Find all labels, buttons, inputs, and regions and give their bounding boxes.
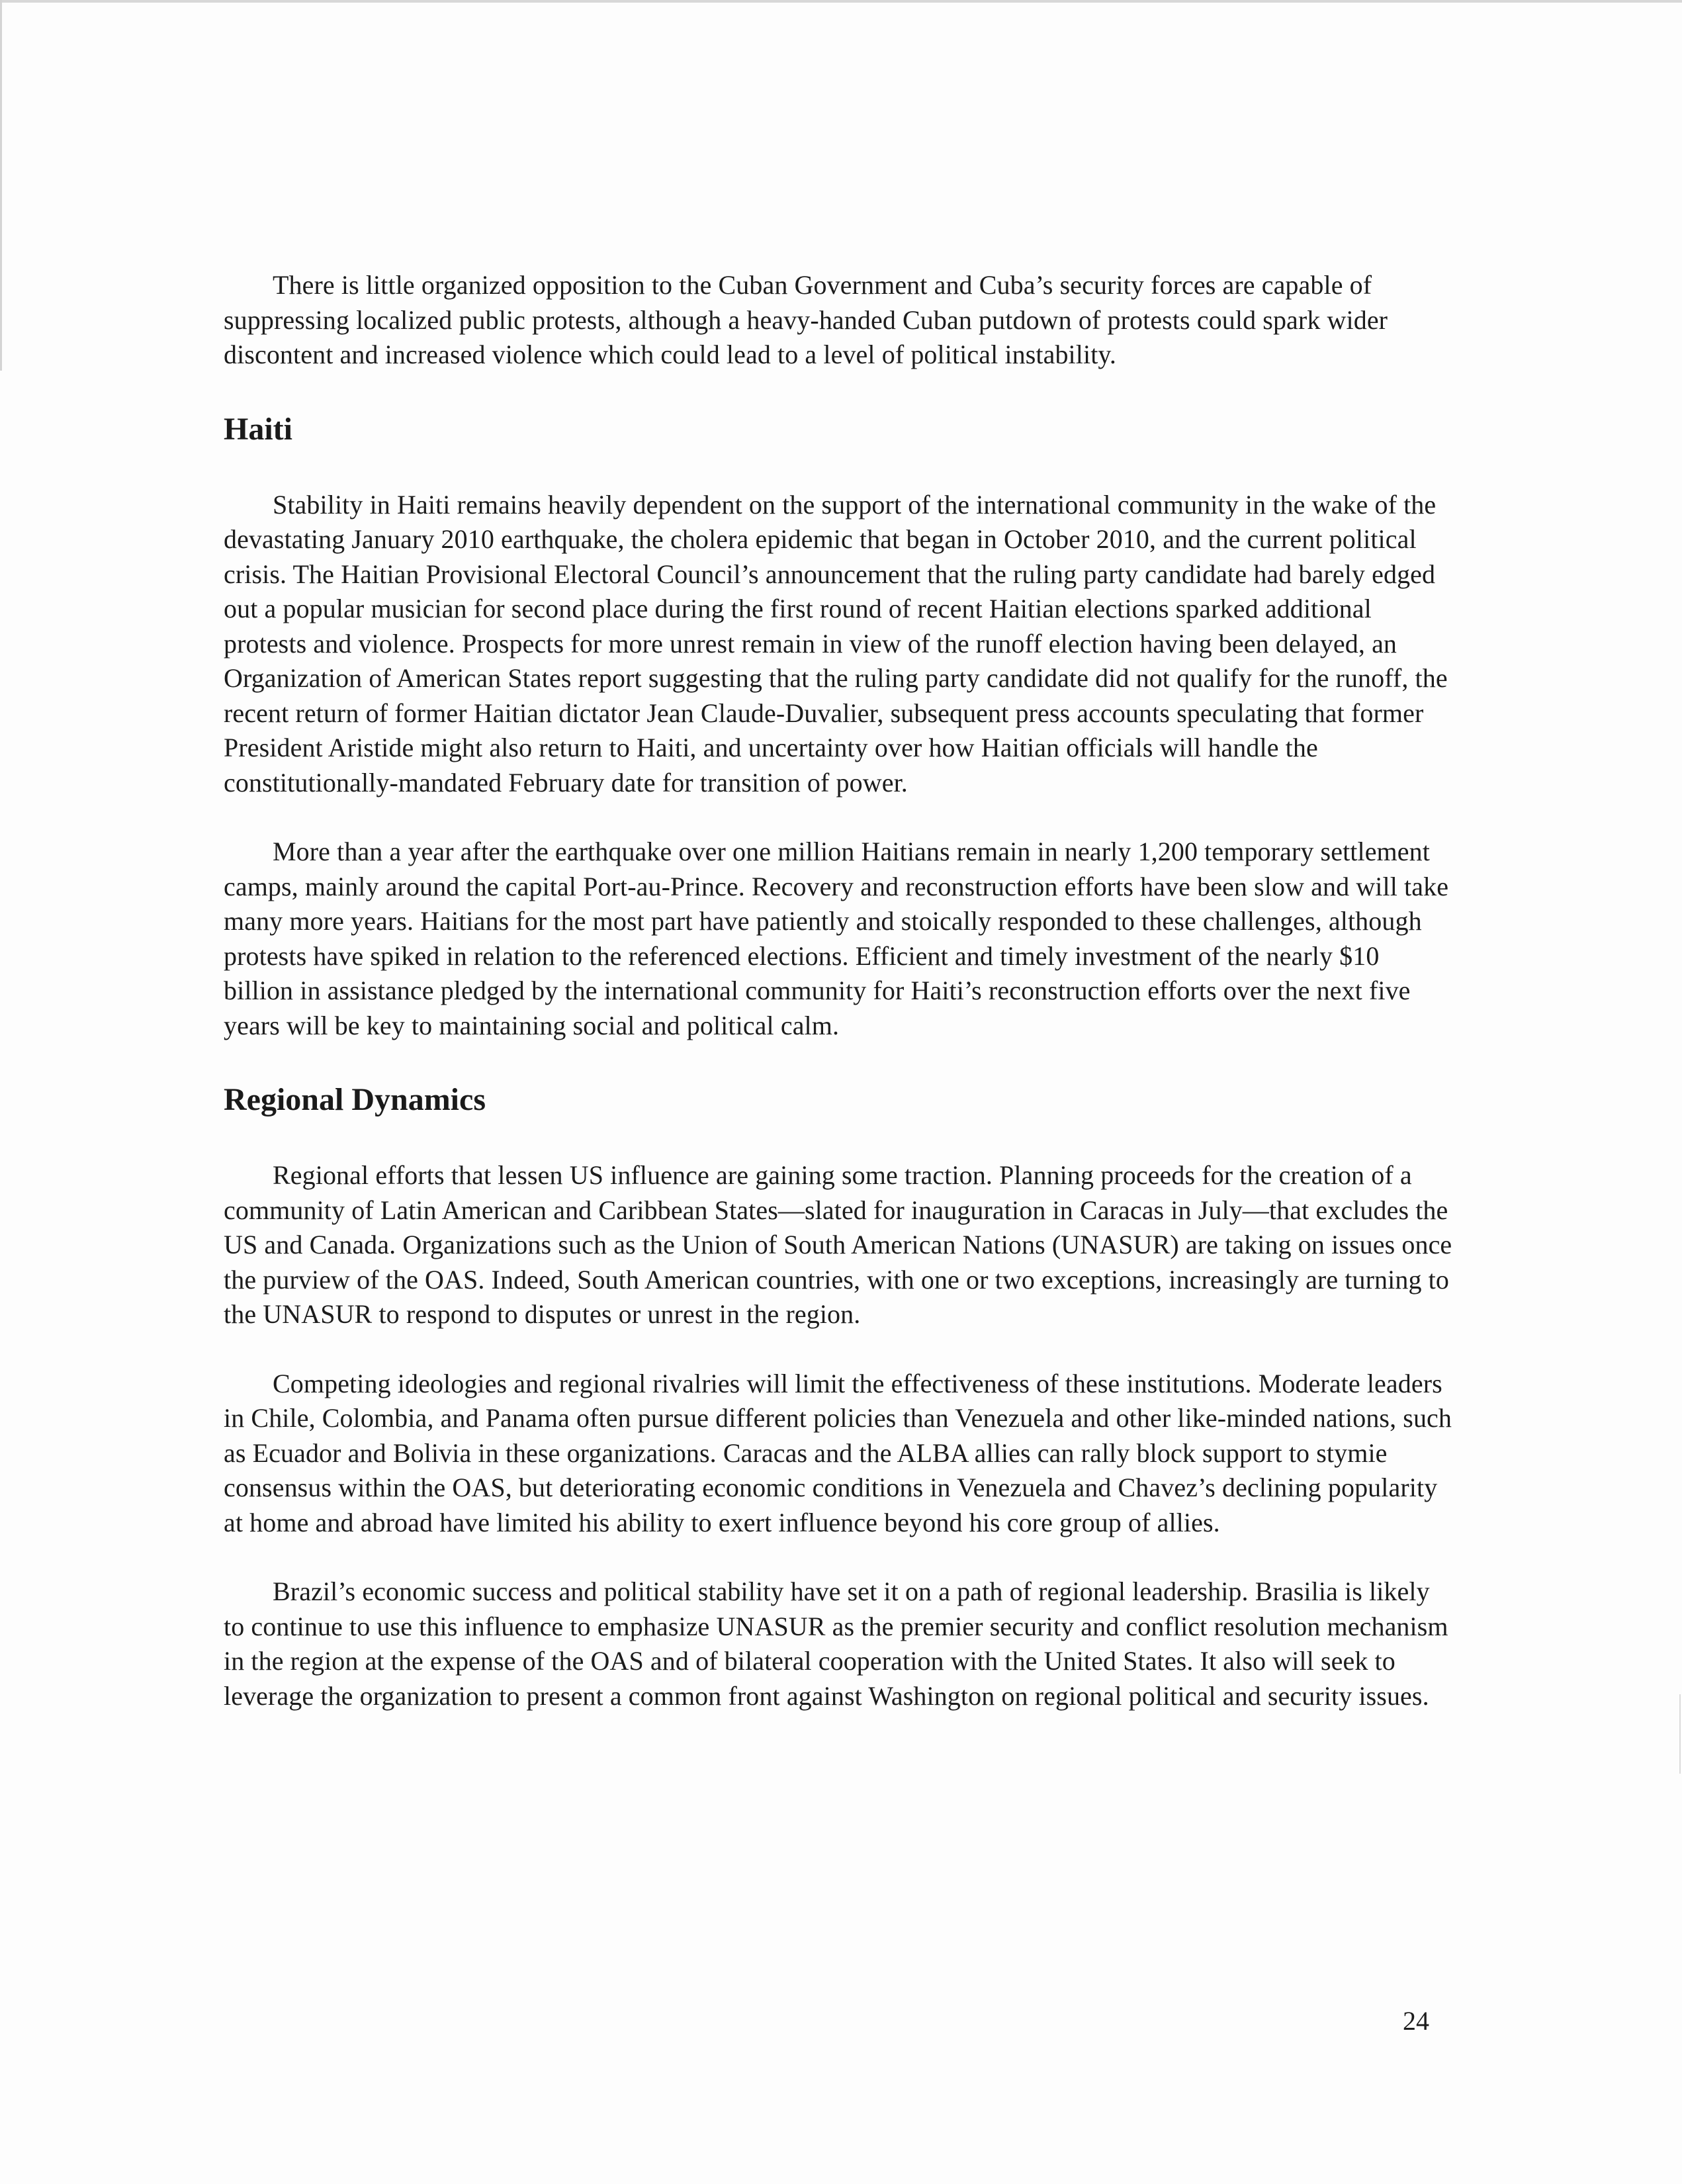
document-body [224, 268, 1454, 1713]
scan-edge-top [0, 0, 1682, 3]
scan-edge-right [1679, 1694, 1681, 1774]
paragraph-haiti-stability: Stability in Haiti remains heavily dependent on the support of the international community in the wake of the devastating January 2010 earthquake, the cholera epidemic that began in October 2010, and the current political crisis. The Haitian Provisional Electoral Council’s announcement that the ruling party candidate had barely edged out a popular musician for second place during the first round of recent Haitian elections sparked additional protests and violence. Prospects for more unrest remain in view of the runoff election having been delayed, an Organization of American States report suggesting that the ruling party candidate did not qualify for the runoff, the recent return of former Haitian dictator Jean Claude-Duvalier, subsequent press accounts speculating that former President Aristide might also return to Haiti, and uncertainty over how Haitian officials will handle the constitutionally-mandated February date for transition of power. [224, 489, 1448, 797]
paragraph-competing-ideologies: Competing ideologies and regional rivalries will limit the effectiveness of these institutions. Moderate leaders in Chile, Colombia, and Panama often pursue different policies than Venezuela and other like-minded nations, such as Ecuador and Bolivia in these organizations. Caracas and the ALBA allies can rally block support to stymie consensus within the OAS, but deteriorating economic conditions in Venezuela and Chavez’s declining popularity at home and abroad have limited his ability to exert influence beyond his core group of allies. [224, 1368, 1452, 1537]
heading-haiti: Haiti [224, 411, 292, 447]
heading-regional-dynamics: Regional Dynamics [224, 1082, 486, 1117]
page-number: 24 [1403, 2006, 1429, 2036]
paragraph-brazil: Brazil’s economic success and political stability have set it on a path of regional leadership. Brasilia is likely to continue to use this influence to emphasize UNASUR as the premier security and conflict resolution mechanism in the region at the expense of the OAS and of bilateral cooperation with the United States. It also will seek to leverage the organization to present a common front against Washington on regional political and security issues. [224, 1576, 1448, 1711]
paragraph-regional-efforts: Regional efforts that lessen US influence are gaining some traction. Planning proceeds for the creation of a community of Latin American and Caribbean States—slated for inauguration in Caracas in July—that excludes the US and Canada. Organizations such as the Union of South American Nations (UNASUR) are taking on issues once the purview of the OAS. Indeed, South American countries, with one or two exceptions, increasingly are turning to the UNASUR to respond to disputes or unrest in the region. [224, 1160, 1452, 1329]
paragraph-cuba: There is little organized opposition to the Cuban Government and Cuba’s security forces are capable of suppressing localized public protests, although a heavy-handed Cuban putdown of protests could spark wider discontent and increased violence which could lead to a level of political instability. [224, 270, 1388, 369]
scan-edge-left [0, 0, 2, 371]
paragraph-haiti-recovery: More than a year after the earthquake over one million Haitians remain in nearly 1,200 temporary settlement camps, mainly around the capital Port-au-Prince. Recovery and reconstruction efforts have been slow and will take many more years. Haitians for the most part have patiently and stoically responded to these challenges, although protests have spiked in relation to the referenced elections. Efficient and timely investment of the nearly $10 billion in assistance pledged by the international community for Haiti’s reconstruction efforts over the next five years will be key to maintaining social and political calm. [224, 837, 1449, 1040]
